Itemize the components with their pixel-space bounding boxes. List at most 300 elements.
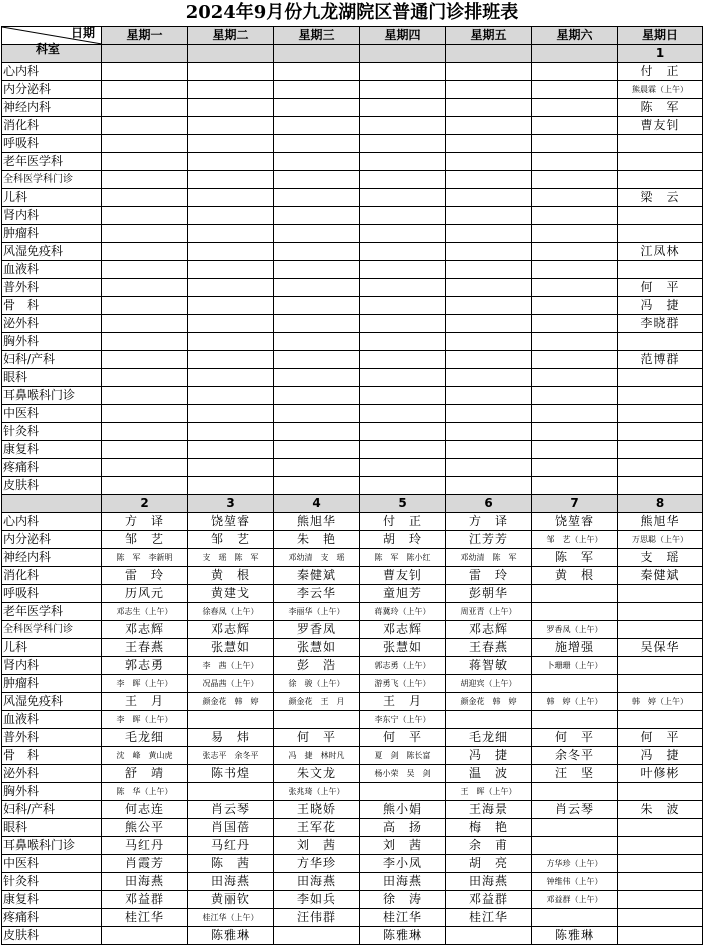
department-label: 耳鼻喉科门诊 [2,387,102,405]
table-row [2,441,703,459]
doctor-cell [360,135,446,153]
doctor-cell [274,153,360,171]
table-row [2,135,703,153]
doctor-cell: 李如兵 [274,891,360,909]
doctor-cell: 郭志勇 [102,657,188,675]
doctor-cell: 李 茜（上午） [188,657,274,675]
doctor-cell [446,351,532,369]
doctor-cell [188,423,274,441]
table-row [2,675,703,693]
weekday-header: 星期一 [102,27,188,45]
department-label: 老年医学科 [2,603,102,621]
doctor-cell [618,675,703,693]
doctor-cell: 颜金花 王 月 [274,693,360,711]
doctor-cell: 饶堃睿 [188,513,274,531]
doctor-cell [188,243,274,261]
doctor-cell [188,279,274,297]
doctor-cell [274,441,360,459]
doctor-cell: 游勇飞（上午） [360,675,446,693]
doctor-cell [274,225,360,243]
doctor-cell [618,405,703,423]
department-label: 骨 科 [2,747,102,765]
doctor-cell [188,135,274,153]
doctor-cell: 李东宁（上午） [360,711,446,729]
doctor-cell [446,135,532,153]
doctor-cell: 汪 坚 [532,765,618,783]
doctor-cell [446,279,532,297]
doctor-cell [102,207,188,225]
doctor-cell [532,333,618,351]
doctor-cell [532,387,618,405]
table-row [2,243,703,261]
doctor-cell [446,477,532,495]
doctor-cell [102,423,188,441]
doctor-cell [188,477,274,495]
doctor-cell [274,279,360,297]
doctor-cell [360,369,446,387]
doctor-cell: 韩 婷（上午） [532,693,618,711]
doctor-cell [618,873,703,891]
table-row [2,81,703,99]
doctor-cell: 邓幼清 支 瑶 [274,549,360,567]
doctor-cell [532,261,618,279]
doctor-cell: 何志连 [102,801,188,819]
doctor-cell: 罗香凤 [274,621,360,639]
doctor-cell [618,459,703,477]
doctor-cell [446,369,532,387]
doctor-cell [618,369,703,387]
doctor-cell [532,477,618,495]
table-row [2,657,703,675]
doctor-cell [532,459,618,477]
table-row [2,765,703,783]
table-row [2,711,703,729]
doctor-cell: 秦健斌 [618,567,703,585]
doctor-cell [618,153,703,171]
doctor-cell [532,423,618,441]
doctor-cell [618,891,703,909]
doctor-cell [446,117,532,135]
doctor-cell: 吴保华 [618,639,703,657]
doctor-cell: 施增强 [532,639,618,657]
department-label: 肿瘤科 [2,675,102,693]
doctor-cell: 陈雅琳 [532,927,618,945]
department-label: 儿科 [2,189,102,207]
doctor-cell: 罗香凤（上午） [532,621,618,639]
doctor-cell: 邓益群 [446,891,532,909]
doctor-cell [274,117,360,135]
doctor-cell: 邓益群 [102,891,188,909]
department-label: 儿科 [2,639,102,657]
date-cell [446,45,532,63]
department-label: 妇科/产科 [2,351,102,369]
doctor-cell: 汪伟群 [274,909,360,927]
date-cell [274,45,360,63]
doctor-cell: 邹 艺 [188,531,274,549]
doctor-cell: 肖国蓓 [188,819,274,837]
doctor-cell: 江凤林 [618,243,703,261]
doctor-cell: 王海景 [446,801,532,819]
doctor-cell: 桂江华（上午） [188,909,274,927]
doctor-cell: 颜金花 韩 婷 [446,693,532,711]
doctor-cell [618,423,703,441]
doctor-cell: 陈书煌 [188,765,274,783]
date-cell: 3 [188,495,274,513]
doctor-cell [360,153,446,171]
doctor-cell: 饶堃睿 [532,513,618,531]
department-label: 血液科 [2,261,102,279]
doctor-cell: 冯 捷 林时凡 [274,747,360,765]
doctor-cell: 熊小娟 [360,801,446,819]
table-row [2,567,703,585]
doctor-cell: 肖云琴 [188,801,274,819]
doctor-cell [274,333,360,351]
doctor-cell [360,333,446,351]
doctor-cell: 李 晖（上午） [102,711,188,729]
doctor-cell [360,405,446,423]
table-row [2,729,703,747]
doctor-cell [360,423,446,441]
doctor-cell [274,351,360,369]
doctor-cell [446,63,532,81]
date-cell: 4 [274,495,360,513]
doctor-cell [532,171,618,189]
doctor-cell [618,387,703,405]
table-row [2,747,703,765]
doctor-cell [102,99,188,117]
department-label: 神经内科 [2,99,102,117]
table-row [2,639,703,657]
doctor-cell: 毛龙细 [102,729,188,747]
doctor-cell [532,99,618,117]
doctor-cell [274,171,360,189]
department-label: 心内科 [2,63,102,81]
corner-header [2,26,102,56]
doctor-cell [446,459,532,477]
doctor-cell [102,459,188,477]
doctor-cell: 熊旭华 [274,513,360,531]
doctor-cell [188,171,274,189]
department-label: 肿瘤科 [2,225,102,243]
department-label: 泌外科 [2,765,102,783]
doctor-cell: 李丽华（上午） [274,603,360,621]
doctor-cell: 王春燕 [446,639,532,657]
doctor-cell: 田海燕 [274,873,360,891]
date-cell [532,45,618,63]
doctor-cell: 杨小荣 吴 剑 [360,765,446,783]
weekday-header: 星期三 [274,27,360,45]
doctor-cell: 支 瑶 [618,549,703,567]
doctor-cell: 何 平 [360,729,446,747]
table-row [2,297,703,315]
doctor-cell: 余冬平 [532,747,618,765]
doctor-cell: 曹友钊 [360,567,446,585]
doctor-cell [102,441,188,459]
doctor-cell: 范博群 [618,351,703,369]
doctor-cell [618,783,703,801]
doctor-cell [446,153,532,171]
doctor-cell [532,207,618,225]
department-label: 胸外科 [2,783,102,801]
doctor-cell: 童旭芳 [360,585,446,603]
doctor-cell: 徐 骏（上午） [274,675,360,693]
doctor-cell [532,225,618,243]
doctor-cell: 温 波 [446,765,532,783]
doctor-cell [446,171,532,189]
doctor-cell [360,261,446,279]
doctor-cell: 胡 玲 [360,531,446,549]
table-row [2,873,703,891]
doctor-cell [618,819,703,837]
doctor-cell [532,135,618,153]
table-row [2,423,703,441]
doctor-cell [274,315,360,333]
doctor-cell: 易 炜 [188,729,274,747]
doctor-cell [532,405,618,423]
doctor-cell [188,207,274,225]
doctor-cell: 卜珊珊（上午） [532,657,618,675]
doctor-cell: 彭 浩 [274,657,360,675]
doctor-cell [274,477,360,495]
doctor-cell [188,117,274,135]
doctor-cell [102,63,188,81]
doctor-cell: 钟维伟（上午） [532,873,618,891]
doctor-cell: 朱 艳 [274,531,360,549]
doctor-cell [532,297,618,315]
doctor-cell: 陈 军 陈小红 [360,549,446,567]
doctor-cell [532,81,618,99]
doctor-cell [446,441,532,459]
doctor-cell: 曹友钊 [618,117,703,135]
doctor-cell [102,261,188,279]
department-label: 耳鼻喉科门诊 [2,837,102,855]
department-label: 眼科 [2,819,102,837]
doctor-cell [102,315,188,333]
doctor-cell [102,243,188,261]
department-label: 泌外科 [2,315,102,333]
weekday-header: 星期五 [446,27,532,45]
doctor-cell [618,207,703,225]
doctor-cell: 邹 艺 [102,531,188,549]
table-row [2,837,703,855]
doctor-cell [360,279,446,297]
doctor-cell: 陈雅琳 [360,927,446,945]
doctor-cell: 刘 茜 [274,837,360,855]
doctor-cell: 熊旭华 [618,513,703,531]
doctor-cell: 王晓娇 [274,801,360,819]
doctor-cell: 韩 婷（上午） [618,693,703,711]
doctor-cell [618,441,703,459]
doctor-cell: 田海燕 [188,873,274,891]
doctor-cell: 王 晖（上午） [446,783,532,801]
table-row [2,927,703,945]
doctor-cell [618,837,703,855]
schedule-table [1,26,703,945]
doctor-cell: 何 平 [618,729,703,747]
department-label: 疼痛科 [2,909,102,927]
doctor-cell [446,387,532,405]
doctor-cell [446,243,532,261]
doctor-cell [360,297,446,315]
doctor-cell: 方 译 [102,513,188,531]
date-cell: 6 [446,495,532,513]
doctor-cell: 毛龙细 [446,729,532,747]
date-cell [102,45,188,63]
doctor-cell: 王 月 [360,693,446,711]
doctor-cell [102,81,188,99]
doctor-cell [360,351,446,369]
doctor-cell [188,783,274,801]
doctor-cell: 王 月 [102,693,188,711]
week1-date-row [2,45,703,63]
table-row [2,459,703,477]
doctor-cell: 张慧如 [274,639,360,657]
doctor-cell [532,243,618,261]
doctor-cell [188,315,274,333]
doctor-cell: 桂江华 [102,909,188,927]
weekday-header: 星期二 [188,27,274,45]
table-row [2,369,703,387]
weekday-header: 星期日 [618,27,703,45]
department-label: 针灸科 [2,873,102,891]
doctor-cell: 邓志生（上午） [102,603,188,621]
department-label: 消化科 [2,567,102,585]
doctor-cell: 张慧如 [360,639,446,657]
department-label: 全科医学科门诊 [2,171,102,189]
doctor-cell [446,711,532,729]
table-row [2,261,703,279]
doctor-cell [274,63,360,81]
doctor-cell [618,621,703,639]
doctor-cell [102,477,188,495]
table-row [2,405,703,423]
doctor-cell [618,855,703,873]
table-row [2,189,703,207]
doctor-cell [102,117,188,135]
doctor-cell: 历风元 [102,585,188,603]
doctor-cell: 陈 茜 [188,855,274,873]
doctor-cell [274,189,360,207]
table-row [2,63,703,81]
doctor-cell [446,297,532,315]
doctor-cell [102,351,188,369]
doctor-cell [532,117,618,135]
doctor-cell [446,81,532,99]
doctor-cell [360,63,446,81]
doctor-cell: 李小凤 [360,855,446,873]
doctor-cell: 彭朝华 [446,585,532,603]
department-label: 肾内科 [2,207,102,225]
doctor-cell: 陈 军 [618,99,703,117]
date-cell: 2 [102,495,188,513]
doctor-cell [360,171,446,189]
doctor-cell [274,369,360,387]
doctor-cell [446,99,532,117]
doctor-cell [446,207,532,225]
department-label: 神经内科 [2,549,102,567]
doctor-cell: 黄建戈 [188,585,274,603]
doctor-cell [532,351,618,369]
doctor-cell: 张慧如 [188,639,274,657]
date-cell: 5 [360,495,446,513]
doctor-cell [532,63,618,81]
doctor-cell: 邓幼清 陈 军 [446,549,532,567]
doctor-cell: 陈 军 [532,549,618,567]
doctor-cell: 肖云琴 [532,801,618,819]
doctor-cell: 邓志辉 [360,621,446,639]
department-label: 肾内科 [2,657,102,675]
department-label: 呼吸科 [2,585,102,603]
doctor-cell: 冯 捷 [446,747,532,765]
doctor-cell [360,459,446,477]
table-row [2,207,703,225]
doctor-cell: 方华珍（上午） [532,855,618,873]
doctor-cell [360,243,446,261]
department-label: 内分泌科 [2,531,102,549]
doctor-cell [274,405,360,423]
doctor-cell [274,81,360,99]
table-row [2,819,703,837]
doctor-cell [446,423,532,441]
doctor-cell [446,189,532,207]
doctor-cell [102,171,188,189]
department-label: 中医科 [2,405,102,423]
doctor-cell: 邓志辉 [188,621,274,639]
doctor-cell [446,333,532,351]
corner-date-label: 日期 [70,26,95,40]
doctor-cell [618,927,703,945]
doctor-cell: 熊公平 [102,819,188,837]
department-label: 康复科 [2,441,102,459]
doctor-cell: 冯 捷 [618,747,703,765]
doctor-cell: 张兆琦（上午） [274,783,360,801]
table-row [2,387,703,405]
doctor-cell: 冯 捷 [618,297,703,315]
doctor-cell: 蒋冀玲（上午） [360,603,446,621]
doctor-cell [188,387,274,405]
department-label: 全科医学科门诊 [2,621,102,639]
department-label: 疼痛科 [2,459,102,477]
date-cell [188,45,274,63]
date-row-blank [2,495,102,513]
doctor-cell [618,909,703,927]
doctor-cell [188,63,274,81]
table-row [2,603,703,621]
doctor-cell: 梅 艳 [446,819,532,837]
doctor-cell [188,711,274,729]
doctor-cell: 胡迎宾（上午） [446,675,532,693]
doctor-cell [618,225,703,243]
department-label: 眼科 [2,369,102,387]
schedule-body [2,27,703,945]
doctor-cell [360,207,446,225]
table-row [2,693,703,711]
doctor-cell [274,243,360,261]
doctor-cell: 邓志辉 [446,621,532,639]
date-cell [360,45,446,63]
table-row [2,171,703,189]
doctor-cell [446,927,532,945]
doctor-cell: 熊晨霖（上午） [618,81,703,99]
table-row [2,585,703,603]
doctor-cell [532,153,618,171]
doctor-cell: 桂江华 [446,909,532,927]
table-row [2,279,703,297]
doctor-cell [618,585,703,603]
doctor-cell: 马红丹 [102,837,188,855]
doctor-cell [360,117,446,135]
doctor-cell: 蒋智敏 [446,657,532,675]
